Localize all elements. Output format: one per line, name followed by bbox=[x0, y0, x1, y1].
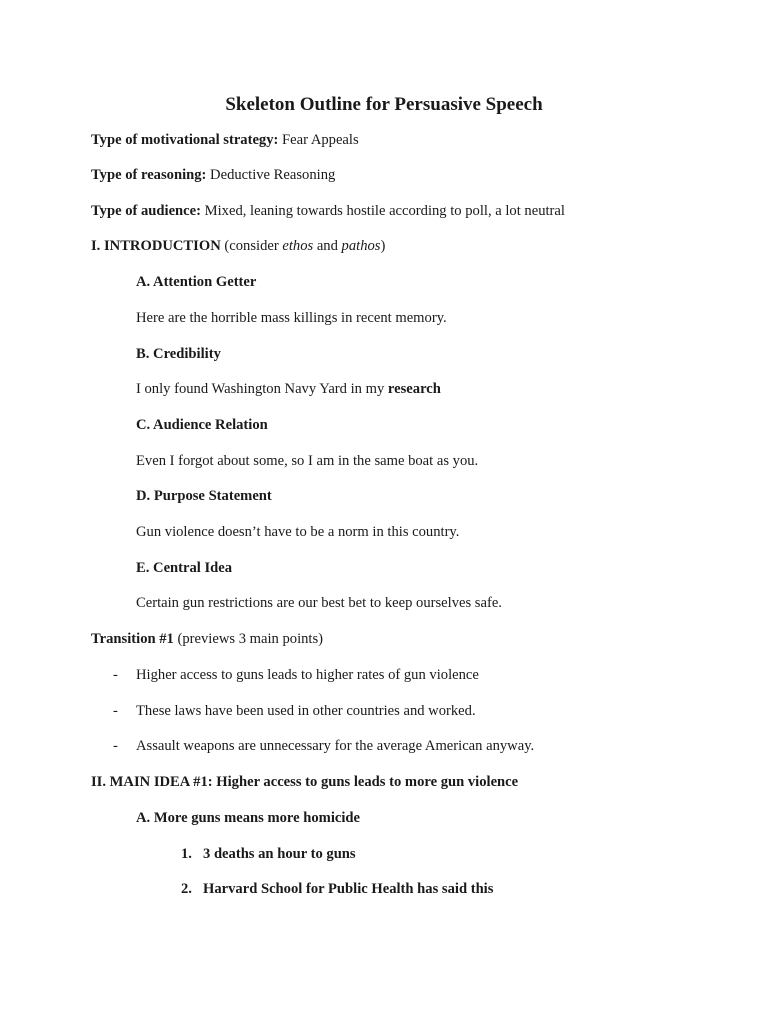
meta-value: Mixed, leaning towards hostile according to poll, a lot neutral bbox=[201, 203, 565, 219]
section-text-credibility bbox=[136, 380, 441, 398]
transition-heading bbox=[91, 630, 323, 648]
intro-note: ) bbox=[380, 238, 386, 254]
meta-label: Type of reasoning: bbox=[91, 167, 207, 183]
bullet-item: Higher access to guns leads to higher rates of gun violence bbox=[136, 667, 479, 683]
intro-note: (consider bbox=[220, 238, 283, 254]
meta-audience bbox=[91, 202, 565, 220]
meta-label: Type of motivational strategy: bbox=[91, 132, 279, 148]
transition-label: Transition #1 bbox=[91, 631, 174, 647]
section-text-central-idea: Certain gun restrictions are our best bet to keep ourselves safe. bbox=[136, 595, 502, 611]
section-text-attention-getter: Here are the horrible mass killings in recent memory. bbox=[136, 310, 447, 326]
bullet-marker: - bbox=[113, 703, 118, 719]
page-title: Skeleton Outline for Persuasive Speech bbox=[225, 94, 543, 115]
bullet-item: Assault weapons are unnecessary for the average American anyway. bbox=[136, 738, 535, 754]
meta-value: Deductive Reasoning bbox=[206, 167, 336, 183]
intro-label: I. INTRODUCTION bbox=[91, 238, 221, 254]
credibility-text-bold: research bbox=[387, 381, 441, 397]
credibility-text: I only found Washington Navy Yard in my bbox=[136, 381, 388, 397]
section-text-purpose-statement: Gun violence doesn’t have to be a norm in this country. bbox=[136, 524, 460, 540]
intro-note-pathos: pathos bbox=[341, 238, 381, 254]
meta-label: Type of audience: bbox=[91, 203, 201, 219]
bullet-marker: - bbox=[113, 667, 118, 683]
point-text: Harvard School for Public Health has said this bbox=[203, 881, 494, 897]
main-idea-subpoint: A. More guns means more homicide bbox=[136, 810, 361, 826]
section-heading-purpose-statement: D. Purpose Statement bbox=[136, 488, 272, 504]
section-heading-credibility: B. Credibility bbox=[136, 346, 221, 362]
meta-motivational-strategy bbox=[91, 131, 359, 149]
bullet-marker: - bbox=[113, 738, 118, 754]
meta-reasoning bbox=[91, 166, 335, 184]
introduction-heading bbox=[91, 237, 385, 255]
bullet-item: These laws have been used in other countries and worked. bbox=[136, 703, 476, 719]
point-text: 3 deaths an hour to guns bbox=[203, 846, 356, 862]
section-text-audience-relation: Even I forgot about some, so I am in the same boat as you. bbox=[136, 453, 479, 469]
point-number: 2. bbox=[181, 881, 192, 897]
intro-note: and bbox=[313, 238, 342, 254]
transition-note: (previews 3 main points) bbox=[173, 631, 324, 647]
section-heading-attention-getter: A. Attention Getter bbox=[136, 274, 257, 290]
intro-note-ethos: ethos bbox=[282, 238, 314, 254]
meta-value: Fear Appeals bbox=[278, 132, 359, 148]
point-number: 1. bbox=[181, 846, 192, 862]
section-heading-central-idea: E. Central Idea bbox=[136, 560, 233, 576]
main-idea-heading: II. MAIN IDEA #1: Higher access to guns leads to more gun violence bbox=[91, 774, 519, 790]
section-heading-audience-relation: C. Audience Relation bbox=[136, 417, 268, 433]
